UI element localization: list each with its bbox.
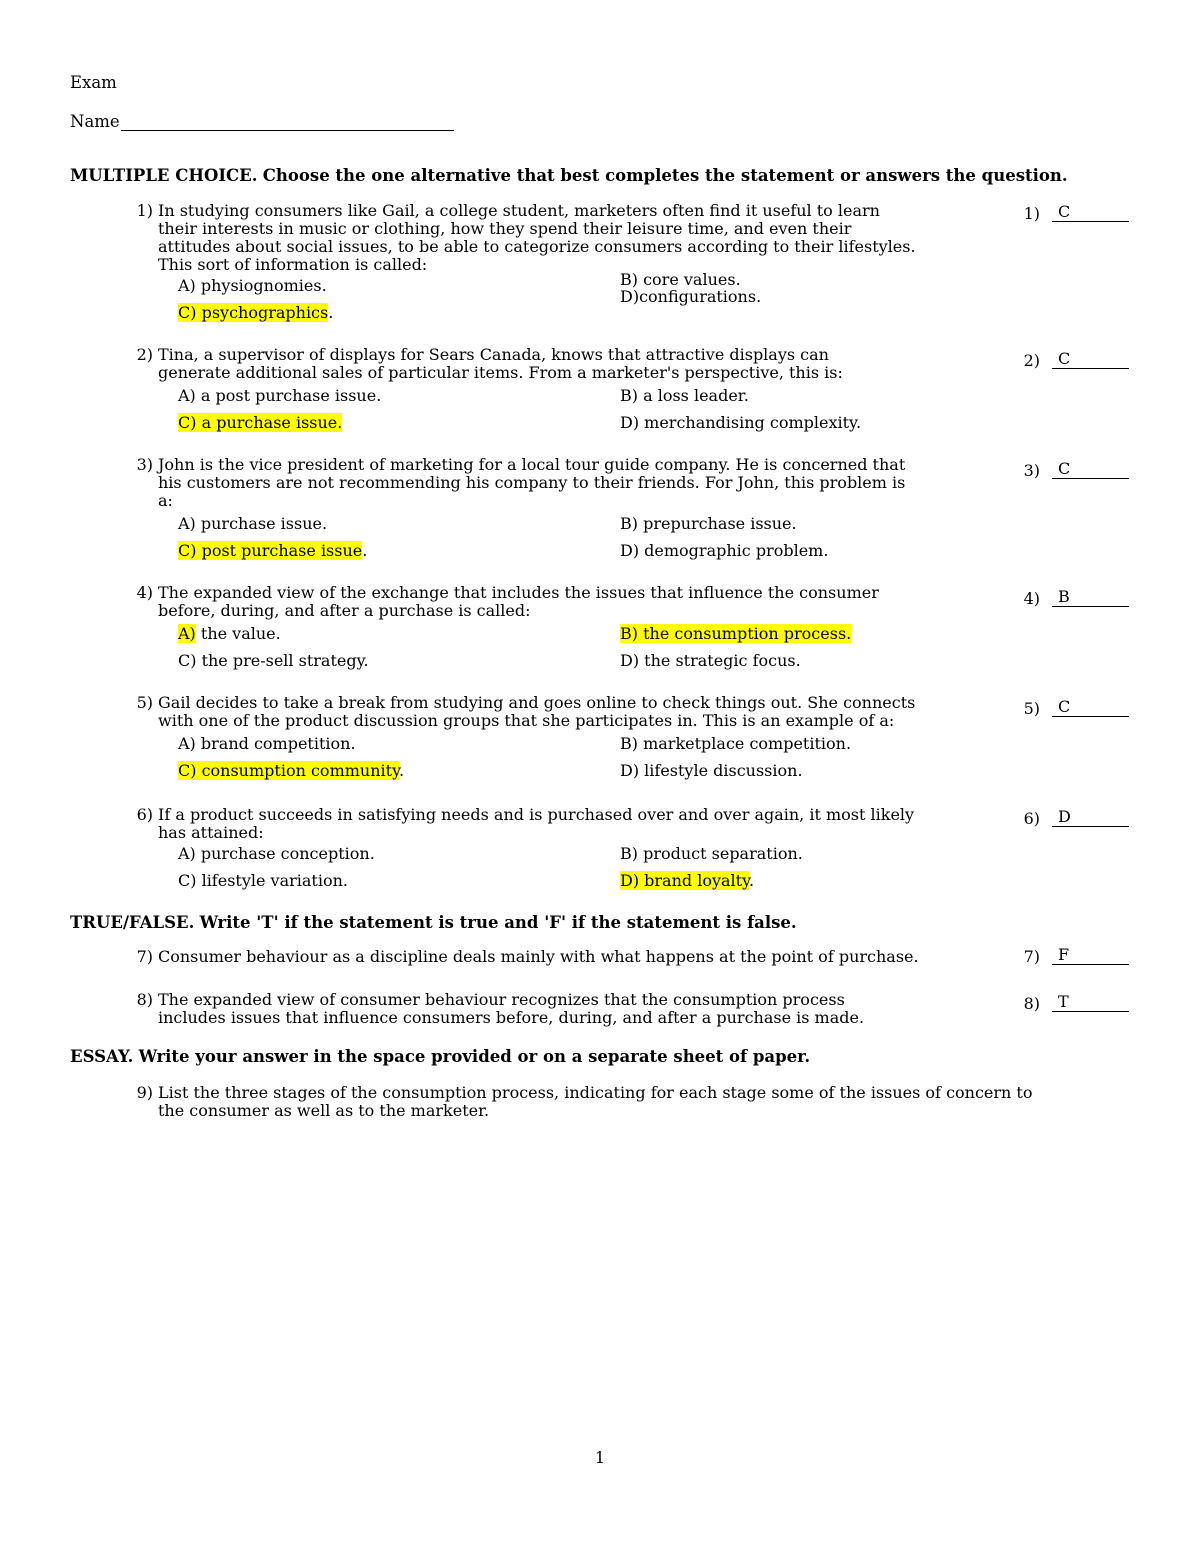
true-false-heading bbox=[70, 914, 797, 932]
multiple-choice-heading-instructions: Choose the one alternative that best completes the statement or answers the question. bbox=[262, 166, 1068, 185]
option-d[interactable]: D) lifestyle discussion. bbox=[620, 761, 803, 780]
answer-number: 5) bbox=[1023, 699, 1040, 718]
true-false-heading-instructions: Write 'T' if the statement is true and 'F' if the statement is false. bbox=[199, 913, 797, 932]
option-a[interactable]: A) brand competition. bbox=[178, 734, 356, 753]
question-number: 3) bbox=[136, 455, 153, 474]
question-line: has attained: bbox=[158, 823, 264, 842]
answer-value: C bbox=[1058, 459, 1071, 478]
highlighted-answer: C) consumption community bbox=[178, 761, 399, 780]
answer-field[interactable] bbox=[1052, 698, 1129, 717]
highlighted-answer: A) bbox=[178, 624, 196, 643]
question-line: a: bbox=[158, 491, 173, 510]
question-number: 9) bbox=[136, 1083, 153, 1102]
question-number: 5) bbox=[136, 693, 153, 712]
essay-heading-instructions: Write your answer in the space provided or on a separate sheet of paper. bbox=[138, 1047, 811, 1066]
question-line: In studying consumers like Gail, a college student, marketers often find it useful to learn bbox=[158, 201, 880, 220]
option-c[interactable] bbox=[178, 414, 342, 432]
option-d[interactable]: D) demographic problem. bbox=[620, 541, 829, 560]
answer-number: 6) bbox=[1023, 809, 1040, 828]
question-line: attitudes about social issues, to be able to categorize consumers according to their lifestyles. bbox=[158, 237, 916, 256]
question-line: includes issues that influence consumers before, during, and after a purchase is made. bbox=[158, 1008, 865, 1027]
answer-number: 8) bbox=[1023, 994, 1040, 1013]
option-b[interactable] bbox=[620, 625, 851, 643]
option-b[interactable]: B) product separation. bbox=[620, 844, 803, 863]
highlighted-answer: C) a purchase issue. bbox=[178, 413, 343, 432]
answer-number: 3) bbox=[1023, 461, 1040, 480]
answer-value: B bbox=[1058, 587, 1070, 606]
question-number: 4) bbox=[136, 583, 153, 602]
option-tail: . bbox=[398, 761, 405, 780]
question-line: John is the vice president of marketing for a local tour guide company. He is concerned that bbox=[158, 455, 906, 474]
answer-number: 2) bbox=[1023, 351, 1040, 370]
question-line: Tina, a supervisor of displays for Sears Canada, knows that attractive displays can bbox=[158, 345, 829, 364]
question-number: 7) bbox=[136, 947, 153, 966]
answer-number: 1) bbox=[1023, 204, 1040, 223]
question-line: their interests in music or clothing, how they spend their leisure time, and even their bbox=[158, 219, 852, 238]
option-c[interactable]: C) lifestyle variation. bbox=[178, 871, 348, 890]
question-text bbox=[158, 456, 958, 510]
answer-number: 7) bbox=[1023, 947, 1040, 966]
option-d[interactable]: D) the strategic focus. bbox=[620, 651, 801, 670]
question-line: the consumer as well as to the marketer. bbox=[158, 1101, 490, 1120]
option-tail: . bbox=[328, 303, 334, 322]
option-c[interactable] bbox=[178, 304, 333, 322]
option-d[interactable] bbox=[620, 872, 754, 890]
option-b[interactable]: B) prepurchase issue. bbox=[620, 514, 797, 533]
page-number: 1 bbox=[594, 1448, 606, 1467]
highlighted-answer: B) the consumption process. bbox=[620, 624, 852, 643]
essay-heading-bold: ESSAY. bbox=[70, 1047, 134, 1066]
option-d[interactable]: D) merchandising complexity. bbox=[620, 413, 862, 432]
highlighted-answer: C) psychographics bbox=[178, 303, 329, 322]
question-line: generate additional sales of particular items. From a marketer's perspective, this is: bbox=[158, 363, 843, 382]
name-label: Name bbox=[70, 112, 120, 131]
question-text bbox=[158, 1084, 1088, 1120]
question-text bbox=[158, 991, 958, 1027]
option-b[interactable]: B) marketplace competition. bbox=[620, 734, 852, 753]
highlighted-answer: C) post purchase issue bbox=[178, 541, 363, 560]
option-tail: . bbox=[362, 541, 368, 560]
question-line: his customers are not recommending his company to their friends. For John, this problem is bbox=[158, 473, 906, 492]
answer-value: C bbox=[1058, 349, 1071, 368]
question-text bbox=[158, 346, 958, 382]
question-line: This sort of information is called: bbox=[158, 255, 428, 274]
option-a[interactable] bbox=[178, 625, 281, 643]
question-line: The expanded view of consumer behaviour recognizes that the consumption process bbox=[158, 990, 845, 1009]
answer-field[interactable] bbox=[1052, 203, 1129, 222]
question-number: 1) bbox=[136, 201, 153, 220]
answer-field[interactable] bbox=[1052, 946, 1129, 965]
multiple-choice-heading bbox=[70, 167, 1068, 185]
answer-value: D bbox=[1058, 807, 1071, 826]
option-a[interactable]: A) purchase conception. bbox=[178, 844, 375, 863]
option-a[interactable]: A) purchase issue. bbox=[178, 514, 328, 533]
answer-field[interactable] bbox=[1052, 588, 1129, 607]
answer-number: 4) bbox=[1023, 589, 1040, 608]
answer-value: C bbox=[1058, 697, 1071, 716]
true-false-heading-bold: TRUE/FALSE. bbox=[70, 913, 195, 932]
answer-value: F bbox=[1058, 945, 1070, 964]
option-d[interactable]: D)configurations. bbox=[620, 287, 762, 306]
question-text bbox=[158, 202, 958, 274]
answer-field[interactable] bbox=[1052, 993, 1129, 1012]
exam-title: Exam bbox=[70, 73, 117, 92]
question-line: with one of the product discussion groups that she participates in. This is an example of a: bbox=[158, 711, 895, 730]
question-number: 8) bbox=[136, 990, 153, 1009]
option-b[interactable]: B) core values. bbox=[620, 270, 741, 289]
option-c[interactable] bbox=[178, 762, 404, 780]
essay-heading bbox=[70, 1048, 810, 1066]
name-field-line[interactable] bbox=[121, 130, 454, 131]
highlighted-answer: D) brand loyalty bbox=[620, 871, 750, 890]
question-line: Consumer behaviour as a discipline deals mainly with what happens at the point of purchase. bbox=[158, 947, 919, 966]
answer-field[interactable] bbox=[1052, 808, 1129, 827]
question-text bbox=[158, 694, 958, 730]
question-number: 2) bbox=[136, 345, 153, 364]
option-a[interactable]: A) physiognomies. bbox=[178, 276, 327, 295]
question-line: before, during, and after a purchase is called: bbox=[158, 601, 531, 620]
question-text bbox=[158, 948, 1008, 966]
multiple-choice-heading-bold: MULTIPLE CHOICE. bbox=[70, 166, 258, 185]
answer-field[interactable] bbox=[1052, 460, 1129, 479]
question-line: List the three stages of the consumption process, indicating for each stage some of the issues of concern to bbox=[158, 1083, 1033, 1102]
answer-value: C bbox=[1058, 202, 1071, 221]
option-c[interactable]: C) the pre-sell strategy. bbox=[178, 651, 369, 670]
question-line: If a product succeeds in satisfying needs and is purchased over and over again, it most likely bbox=[158, 805, 915, 824]
option-a[interactable]: A) a post purchase issue. bbox=[178, 386, 382, 405]
question-text bbox=[158, 584, 958, 620]
option-c[interactable] bbox=[178, 542, 367, 560]
option-b[interactable]: B) a loss leader. bbox=[620, 386, 749, 405]
question-number: 6) bbox=[136, 805, 153, 824]
option-tail: the value. bbox=[195, 624, 281, 643]
question-line: Gail decides to take a break from studying and goes online to check things out. She connects bbox=[158, 693, 916, 712]
option-tail: . bbox=[749, 871, 755, 890]
question-text bbox=[158, 806, 958, 842]
question-line: The expanded view of the exchange that includes the issues that influence the consumer bbox=[158, 583, 879, 602]
answer-field[interactable] bbox=[1052, 350, 1129, 369]
answer-value: T bbox=[1058, 992, 1069, 1011]
